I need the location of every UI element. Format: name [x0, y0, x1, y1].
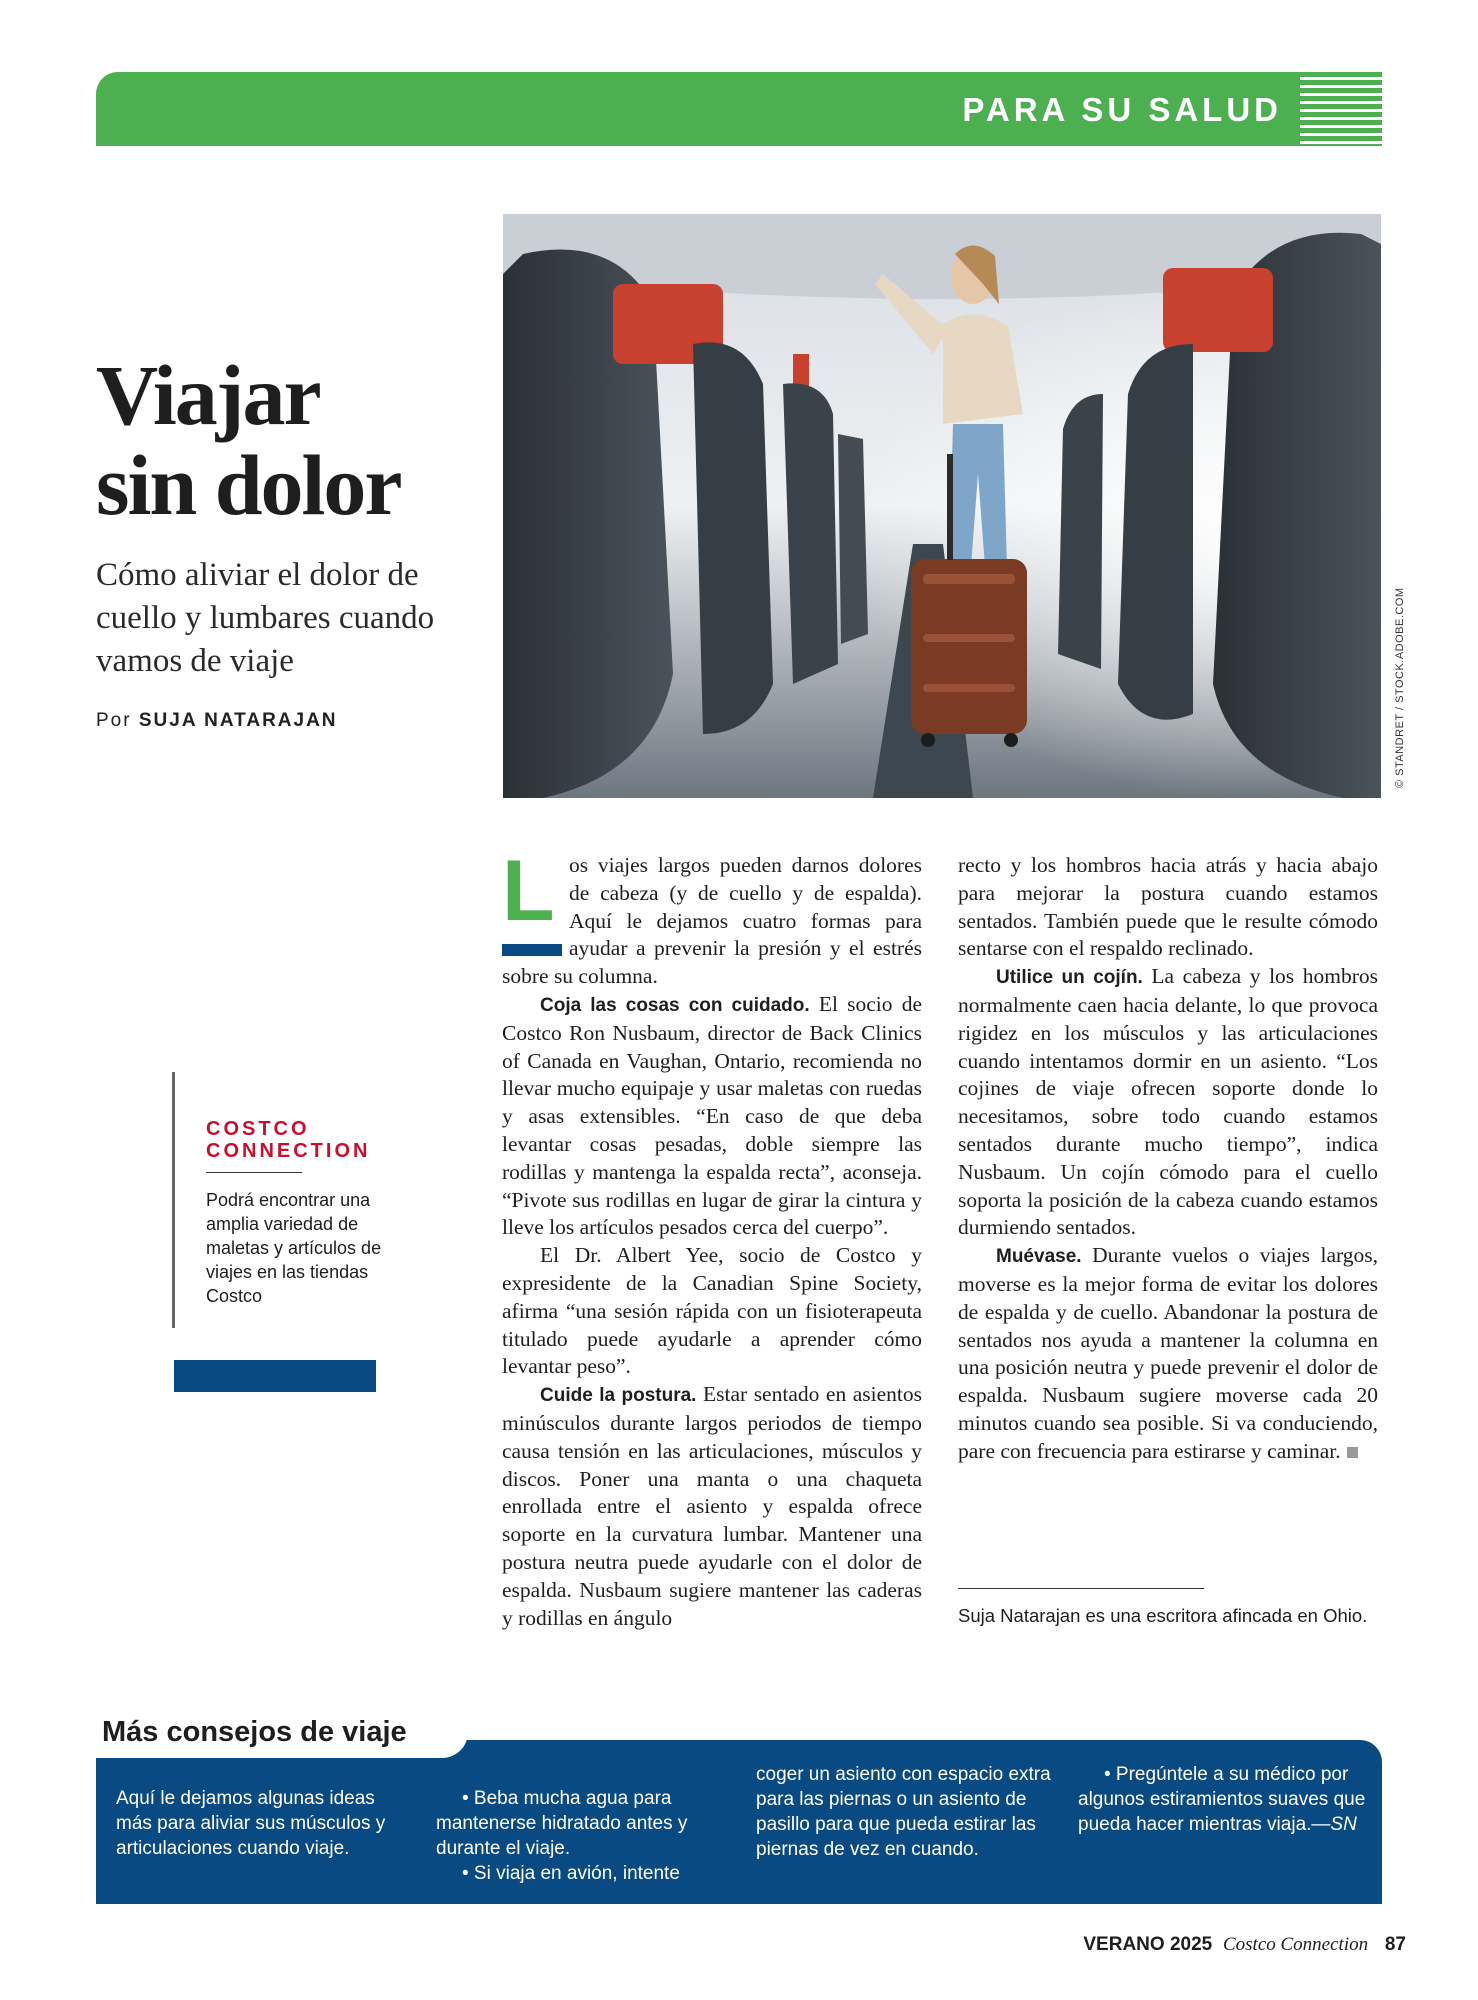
airplane-cabin-illustration: [503, 214, 1381, 798]
sidebar-text: Podrá encontrar una amplia variedad de maletas y artículos de viajes en las tiendas Costco: [206, 1190, 382, 1306]
drop-cap-letter: L: [502, 843, 555, 939]
article-column-2: [958, 852, 1378, 1466]
sidebar-rule: [206, 1172, 302, 1173]
footer-magazine: Costco Connection: [1222, 1934, 1369, 1955]
sidebar-brand-line-2: CONNECTION: [206, 1140, 371, 1162]
article-paragraph-move: [958, 1242, 1378, 1465]
tips-intro-text: Aquí le dejamos algunas ideas más para aliviar sus músculos y articulaciones cuando viaje.: [116, 1788, 386, 1859]
byline-author: SUJA NATARAJAN: [138, 710, 338, 731]
page-footer: [1083, 1934, 1406, 1956]
tip-hydration: • Beba mucha agua para mantenerse hidratado antes y durante el viaje.: [436, 1788, 688, 1859]
article-intro-paragraph: [502, 843, 922, 991]
photo-credit: © STANDRET / STOCK.ADOBE.COM: [1394, 587, 1406, 788]
section-header-band: [96, 72, 1382, 146]
header-stripes: [1300, 72, 1382, 146]
paragraph-pillow-text: La cabeza y los hombros normalmente caen hacia delante, lo que provoca rigidez en los músculos y las articulaciones cuando intentamos dormir en un asiento. “Los cojines de viaje ofrecen soporte donde lo necesitamos, sobre todo cuando estamos sentados durante mucho tiempo”, indica Nusbaum. Un cojín cómodo para el cuello soporta la posición de la cabeza cuando estamos durmiendo sentados.: [958, 964, 1378, 1240]
article-paragraph-pillow: [958, 963, 1378, 1242]
article-paragraph-luggage: [502, 991, 922, 1242]
drop-cap-bar: [502, 944, 562, 956]
article-column-1: [502, 843, 922, 1632]
airplane-cabin-photo: [503, 214, 1381, 798]
sidebar-color-bar: [174, 1360, 376, 1392]
paragraph-move-text: Durante vuelos o viajes largos, moverse es la mejor forma de evitar los dolores de espalda y de cuello. Abandonar la postura de sentados nos ayuda a mantener la columna en una posición neutra y puede prevenir el dolor de espalda. Nusbaum sugiere moverse cada 20 minutos cuando sea posible. Si va conduciendo, pare con frecuencia para estirarse y caminar.: [958, 1243, 1378, 1463]
tip-stretches-text: • Pregúntele a su médico por algunos estiramientos suaves que pueda hacer mientras viaja.: [1078, 1764, 1366, 1835]
tips-intro: [116, 1786, 406, 1861]
sidebar-brand-line-1: COSTCO: [206, 1118, 310, 1140]
paragraph-luggage-text: El socio de Costco Ron Nusbaum, director de Back Clinics of Canada en Vaughan, Ontario, recomienda no llevar mucho equipaje y usar maletas con ruedas y asas extensibles. “En caso de que deba levantar cosas pesadas, doble siempre las rodillas y mantenga la espalda recta”, aconseja. “Pivote sus rodillas en lugar de girar la cintura y lleve los artículos pesados cerca del cuerpo”.: [502, 991, 922, 1240]
article-title: [96, 347, 496, 533]
title-line-2: sin dolor: [96, 437, 401, 533]
drop-cap: [502, 843, 562, 942]
end-of-article-mark: [1347, 1447, 1358, 1458]
byline: [96, 710, 338, 732]
tips-column-3: [756, 1762, 1056, 1862]
footer-season: VERANO 2025: [1083, 1934, 1213, 1955]
tip-seat-start: • Si viaja en avión, intente: [462, 1863, 680, 1884]
tips-signature: —SN: [1311, 1814, 1357, 1835]
bio-rule: [958, 1588, 1204, 1589]
sidebar-brand: [206, 1118, 370, 1162]
article-paragraph-posture-continued: recto y los hombros hacia atrás y hacia abajo para mejorar la postura cuando estamos sentados. También puede que le resulte cómodo sentarse con el respaldo reclinado.: [958, 853, 1378, 961]
costco-connection-sidebar: [172, 1072, 385, 1328]
tips-column-4: [1078, 1762, 1368, 1837]
tips-title: Más consejos de viaje: [102, 1716, 407, 1748]
paragraph-posture-text: Estar sentado en asientos minúsculos durante largos periodos de tiempo causa tensión en las articulaciones, músculos y discos. Poner una manta o una chaqueta enrollada entre el asiento y espalda ofrece soporte en la curvatura lumbar. Mantener una postura neutra puede ayudarle con el dolor de espalda. Nusbaum sugiere mantener las caderas y rodillas en ángulo: [502, 1382, 922, 1630]
author-bio: Suja Natarajan es una escritora afincada en Ohio.: [958, 1605, 1368, 1626]
section-label: PARA SU SALUD: [962, 91, 1282, 128]
byline-prefix: Por: [96, 710, 132, 731]
tip-stretches: [1078, 1762, 1368, 1837]
subhead-posture: Cuide la postura.: [540, 1385, 697, 1407]
tip-seat-end: coger un asiento con espacio extra para las piernas o un asiento de pasillo para que pueda estirar las piernas de vez en cuando.: [756, 1764, 1051, 1860]
article-subtitle: Cómo aliviar el dolor de cuello y lumbares cuando vamos de viaje: [96, 557, 435, 679]
article-paragraph-posture: [502, 1381, 922, 1632]
article-paragraph-physio: El Dr. Albert Yee, socio de Costco y expresidente de la Canadian Spine Society, afirma “una sesión rápida con un fisioterapeuta titulado puede ayudarle a aprender cómo levantar peso”.: [502, 1243, 922, 1379]
article-intro-text: os viajes largos pueden darnos dolores de cabeza (y de cuello y de espalda). Aquí le dejamos cuatro formas para ayudar a prevenir la presión y el estrés sobre su columna.: [502, 853, 922, 989]
tips-column-2: [436, 1786, 726, 1886]
title-line-1: Viajar: [96, 347, 320, 443]
page-number: 87: [1384, 1934, 1406, 1955]
subhead-pillow: Utilice un cojín.: [996, 967, 1143, 989]
subhead-move: Muévase.: [996, 1246, 1082, 1268]
subhead-luggage: Coja las cosas con cuidado.: [540, 994, 810, 1016]
